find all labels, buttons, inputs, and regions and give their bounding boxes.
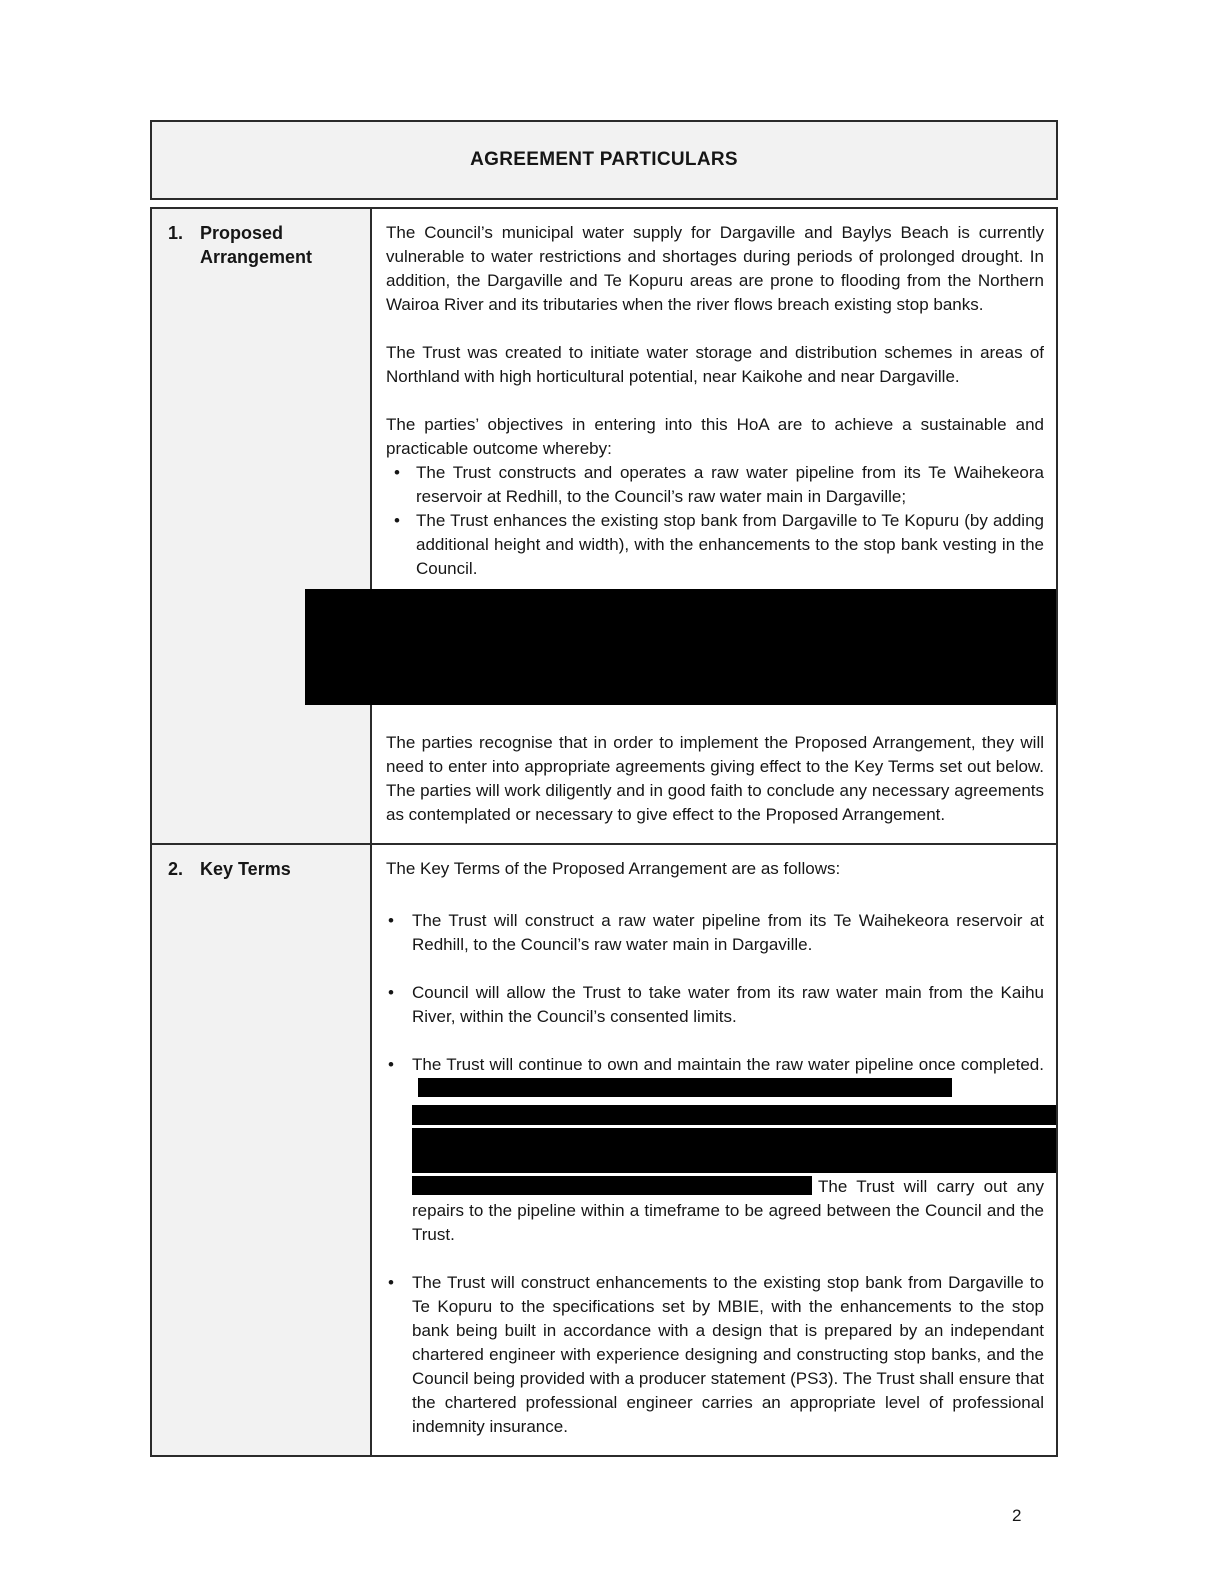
row-label: Proposed Arrangement [200,223,313,267]
bullet-marker: • [388,1055,394,1074]
paragraph: The Council’s municipal water supply for Dargaville and Baylys Beach is currently vulnerable to water restrictions and shortages during periods of prolonged drought. In addition, the Dargaville and Te Kopuru areas are prone to flooding from the Northern Wairoa River and its tributaries when the river flows breach existing stop banks. [386,223,1044,314]
bullet-text [412,1053,1044,1247]
bullet-text-visible-start: The Trust will continue to own and maintain the raw water pipeline once completed. [412,1055,1044,1074]
bullet-text: The Trust will construct enhancements to the existing stop bank from Dargaville to Te Kopuru to the specifications set by MBIE, with the enhancements to the stop bank being built in accordance with a design that is prepared by an independant chartered engineer with experience designing and constructing stop banks, and the Council being provided with a producer statement (PS3). The Trust shall ensure that the chartered professional engineer carries an appropriate level of professional indemnity insurance. [412,1273,1044,1436]
redaction-block [412,1128,1056,1173]
paragraph: The Key Terms of the Proposed Arrangement are as follows: [386,859,841,878]
row-number: 1. [168,223,184,243]
bullet-list [386,909,1044,1439]
paragraph: The parties recognise that in order to implement the Proposed Arrangement, they will need to enter into appropriate agreements giving effect to the Key Terms set out below. The parties will work diligently and in good faith to conclude any necessary agreements as contemplated or necessary to give effect to the Proposed Arrangement. [386,733,1044,824]
bullet-item [386,461,1044,509]
redaction-bar [412,1176,812,1195]
bullet-item-partially-redacted [386,1053,1044,1247]
bullet-marker: • [388,983,394,1002]
bullet-item [386,509,1044,581]
row-content [372,209,1056,843]
redaction-bar [418,1078,952,1097]
row-label-cell [152,209,372,843]
row-number: 2. [168,859,184,879]
bullet-list [386,461,1044,581]
bullet-text: The Trust will construct a raw water pipeline from its Te Waihekeora reservoir at Redhill, to the Council’s raw water main in Dargaville. [412,911,1044,954]
row-content [372,845,1056,1455]
bullet-item [386,909,1044,957]
row-proposed-arrangement [152,209,1056,843]
bullet-text-visible-end: The Trust will carry out any repairs to the pipeline within a timeframe to be agreed between the Council and the Trust. [412,1177,1044,1244]
paragraph: The parties’ objectives in entering into this HoA are to achieve a sustainable and practicable outcome whereby: [386,415,1044,458]
row-label: Key Terms [200,859,291,879]
redaction-block [412,1105,1056,1125]
bullet-text: Council will allow the Trust to take water from its raw water main from the Kaihu River, within the Council’s consented limits. [412,983,1044,1026]
page-number: 2 [1012,1506,1022,1525]
particulars-table [150,207,1058,1457]
bullet-item [386,1271,1044,1439]
paragraph: The Trust was created to initiate water storage and distribution schemes in areas of Northland with high horticultural potential, near Kaikohe and near Dargaville. [386,343,1044,386]
bullet-marker: • [394,463,400,482]
bullet-marker: • [394,511,400,530]
page-title: AGREEMENT PARTICULARS [470,149,738,170]
bullet-text: The Trust constructs and operates a raw water pipeline from its Te Waihekeora reservoir at Redhill, to the Council’s raw water main in Dargaville; [416,463,1044,506]
row-label-cell [152,845,372,1455]
redaction-block [305,589,1056,705]
bullet-marker: • [388,1273,394,1292]
agreement-header [150,120,1058,200]
row-key-terms [152,843,1056,1455]
bullet-marker: • [388,911,394,930]
bullet-text: The Trust enhances the existing stop bank from Dargaville to Te Kopuru (by adding additional height and width), with the enhancements to the stop bank vesting in the Council. [416,511,1044,578]
bullet-item [386,981,1044,1029]
bullet-text-visible-end-line [412,1173,1044,1247]
